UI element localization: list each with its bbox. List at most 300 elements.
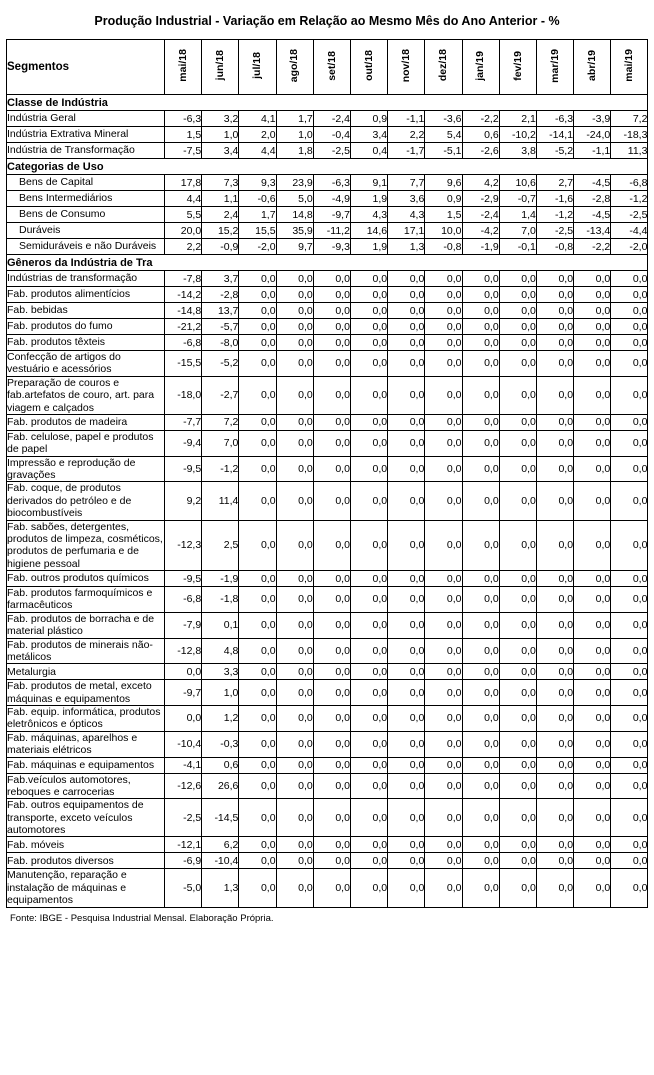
data-cell: -12,8 [165, 638, 202, 664]
data-cell: 0,0 [536, 351, 573, 377]
data-cell: 4,3 [350, 207, 387, 223]
data-cell: 0,0 [611, 303, 648, 319]
data-cell: 0,0 [239, 520, 276, 571]
data-cell: 0,0 [239, 799, 276, 837]
data-cell: -0,8 [536, 239, 573, 255]
row-label: Fab. produtos do fumo [7, 319, 165, 335]
source-note: Fonte: IBGE - Pesquisa Industrial Mensal. Elaboração Própria. [10, 912, 274, 924]
data-cell: -0,4 [313, 127, 350, 143]
table-row [7, 207, 648, 223]
data-cell: 0,0 [574, 430, 611, 456]
data-cell: 0,0 [499, 520, 536, 571]
data-cell: 0,0 [425, 680, 462, 706]
data-cell: 0,0 [313, 587, 350, 613]
data-cell: 0,0 [350, 638, 387, 664]
data-cell: 0,0 [574, 853, 611, 869]
data-cell: 0,0 [425, 853, 462, 869]
data-cell: 0,0 [350, 482, 387, 520]
section-row [7, 95, 648, 111]
data-cell: -6,8 [165, 335, 202, 351]
data-cell: 0,0 [462, 837, 499, 853]
table-row [7, 773, 648, 799]
table-row [7, 319, 648, 335]
data-cell: 0,0 [350, 335, 387, 351]
table-row [7, 143, 648, 159]
data-cell: 3,2 [202, 111, 239, 127]
data-cell: 2,4 [202, 207, 239, 223]
data-cell: 0,0 [388, 757, 425, 773]
data-cell: 0,0 [388, 430, 425, 456]
row-label: Semiduráveis e não Duráveis [7, 239, 165, 255]
data-cell: 0,0 [499, 757, 536, 773]
table-row [7, 757, 648, 773]
data-cell: -13,4 [574, 223, 611, 239]
data-cell: 0,0 [611, 430, 648, 456]
data-cell: -0,3 [202, 731, 239, 757]
row-label: Fab. produtos alimentícios [7, 287, 165, 303]
data-cell: 0,0 [462, 706, 499, 732]
column-header-month [388, 40, 425, 95]
data-cell: 0,0 [536, 287, 573, 303]
row-label: Preparação de couros e fab.artefatos de couro, art. para viagem e calçados [7, 376, 165, 414]
data-cell: -2,5 [611, 207, 648, 223]
data-cell: 1,9 [350, 191, 387, 207]
data-cell: 2,0 [239, 127, 276, 143]
data-cell: 0,0 [499, 799, 536, 837]
data-cell: 0,0 [499, 482, 536, 520]
row-label: Fab. outros produtos químicos [7, 571, 165, 587]
data-cell: 0,0 [462, 638, 499, 664]
data-cell: -12,3 [165, 520, 202, 571]
data-cell: 0,0 [276, 571, 313, 587]
data-cell: -18,0 [165, 376, 202, 414]
row-label: Manutenção, reparação e instalação de máquinas e equipamentos [7, 869, 165, 907]
row-label: Duráveis [7, 223, 165, 239]
data-cell: 0,0 [574, 351, 611, 377]
data-cell: -5,1 [425, 143, 462, 159]
row-label: Impressão e reprodução de gravações [7, 456, 165, 482]
data-cell: 3,7 [202, 271, 239, 287]
data-cell: 0,0 [499, 287, 536, 303]
table-row [7, 680, 648, 706]
data-cell: 0,0 [276, 706, 313, 732]
data-cell: -2,2 [574, 239, 611, 255]
data-cell: 0,0 [388, 664, 425, 680]
data-cell: 1,0 [276, 127, 313, 143]
row-label: Fab. produtos de borracha e de material plástico [7, 612, 165, 638]
data-cell: -3,6 [425, 111, 462, 127]
data-cell: 0,0 [388, 869, 425, 907]
data-cell: -0,6 [239, 191, 276, 207]
row-label: Confecção de artigos do vestuário e acessórios [7, 351, 165, 377]
data-cell: 0,0 [388, 414, 425, 430]
data-cell: 0,0 [239, 853, 276, 869]
data-cell: 5,4 [425, 127, 462, 143]
data-cell: 0,0 [350, 731, 387, 757]
data-cell: 0,0 [388, 351, 425, 377]
data-cell: 0,0 [350, 837, 387, 853]
data-cell: -14,5 [202, 799, 239, 837]
data-cell: 0,0 [239, 731, 276, 757]
data-cell: 0,0 [611, 612, 648, 638]
data-cell: -6,3 [313, 175, 350, 191]
data-cell: -21,2 [165, 319, 202, 335]
data-cell: -4,5 [574, 175, 611, 191]
data-cell: 0,1 [202, 612, 239, 638]
data-cell: 1,9 [350, 239, 387, 255]
data-cell: 1,3 [388, 239, 425, 255]
data-cell: 0,0 [611, 271, 648, 287]
data-cell: 0,0 [499, 319, 536, 335]
data-cell: 0,0 [536, 571, 573, 587]
data-cell: 0,6 [462, 127, 499, 143]
row-label: Fab. produtos de metal, exceto máquinas e equipamentos [7, 680, 165, 706]
data-cell: 0,0 [239, 303, 276, 319]
data-cell: 0,0 [574, 731, 611, 757]
data-cell: 0,0 [499, 430, 536, 456]
data-cell: 0,0 [536, 638, 573, 664]
data-cell: 0,0 [239, 680, 276, 706]
data-cell: 0,0 [499, 638, 536, 664]
data-cell: 0,0 [276, 799, 313, 837]
data-cell: 14,8 [276, 207, 313, 223]
data-cell: 15,5 [239, 223, 276, 239]
data-cell: 3,6 [388, 191, 425, 207]
data-cell: 0,0 [462, 376, 499, 414]
data-cell: 0,0 [574, 571, 611, 587]
data-cell: 0,0 [276, 869, 313, 907]
data-cell: 0,9 [350, 111, 387, 127]
data-cell: 0,0 [313, 319, 350, 335]
data-cell: 0,0 [425, 287, 462, 303]
data-cell: 0,0 [313, 414, 350, 430]
data-cell: 0,0 [313, 303, 350, 319]
data-cell: 0,0 [611, 869, 648, 907]
data-cell: 0,0 [611, 680, 648, 706]
data-cell: 0,0 [388, 773, 425, 799]
data-cell: 0,0 [276, 430, 313, 456]
data-cell: -2,4 [462, 207, 499, 223]
column-header-month [536, 40, 573, 95]
data-cell: 0,0 [350, 520, 387, 571]
row-label: Indústria de Transformação [7, 143, 165, 159]
data-cell: 0,0 [425, 837, 462, 853]
column-header-label: dez/18 [437, 49, 450, 82]
data-cell: -9,5 [165, 571, 202, 587]
data-cell: 0,0 [388, 571, 425, 587]
data-cell: -1,9 [462, 239, 499, 255]
table-row [7, 335, 648, 351]
column-header-month [350, 40, 387, 95]
data-cell: 0,0 [239, 456, 276, 482]
table-row [7, 853, 648, 869]
data-cell: 0,0 [611, 414, 648, 430]
data-cell: 9,2 [165, 482, 202, 520]
data-cell: 0,0 [239, 271, 276, 287]
data-cell: 0,0 [425, 638, 462, 664]
data-cell: 4,1 [239, 111, 276, 127]
row-label: Indústria Geral [7, 111, 165, 127]
data-cell: 0,0 [276, 376, 313, 414]
data-cell: 3,3 [202, 664, 239, 680]
data-cell: 0,0 [239, 335, 276, 351]
data-cell: 7,3 [202, 175, 239, 191]
data-cell: 0,0 [388, 376, 425, 414]
data-cell: 0,0 [276, 587, 313, 613]
data-cell: 0,0 [313, 706, 350, 732]
data-cell: 0,0 [499, 376, 536, 414]
data-cell: 0,0 [462, 853, 499, 869]
data-cell: -6,3 [165, 111, 202, 127]
data-cell: 0,0 [388, 706, 425, 732]
data-cell: 0,0 [462, 680, 499, 706]
data-cell: 0,0 [388, 680, 425, 706]
data-cell: -1,8 [202, 587, 239, 613]
data-cell: 0,0 [536, 414, 573, 430]
data-cell: 0,0 [536, 482, 573, 520]
data-cell: 0,0 [462, 414, 499, 430]
data-cell: 0,0 [462, 587, 499, 613]
data-cell: 1,8 [276, 143, 313, 159]
data-cell: 0,0 [574, 757, 611, 773]
data-cell: 7,7 [388, 175, 425, 191]
row-label: Fab. coque, de produtos derivados do petróleo e de biocombustíveis [7, 482, 165, 520]
data-cell: 2,2 [165, 239, 202, 255]
row-label: Bens de Capital [7, 175, 165, 191]
data-cell: -7,7 [165, 414, 202, 430]
data-cell: 0,0 [611, 319, 648, 335]
data-cell: -1,6 [536, 191, 573, 207]
section-title: Categorias de Uso [7, 159, 648, 175]
column-header-label: jan/19 [474, 50, 487, 81]
row-label: Fab. produtos diversos [7, 853, 165, 869]
data-cell: 0,0 [165, 664, 202, 680]
page-title: Produção Industrial - Variação em Relação ao Mesmo Mês do Ano Anterior - % [94, 14, 560, 28]
data-cell: -12,6 [165, 773, 202, 799]
table-row [7, 706, 648, 732]
table-row [7, 799, 648, 837]
data-cell: -6,8 [611, 175, 648, 191]
table-body [7, 95, 648, 908]
data-cell: 4,3 [388, 207, 425, 223]
data-cell: 0,9 [425, 191, 462, 207]
column-header-month [425, 40, 462, 95]
data-cell: -2,8 [574, 191, 611, 207]
data-cell: 0,0 [611, 757, 648, 773]
data-cell: -9,5 [165, 456, 202, 482]
column-header-month [239, 40, 276, 95]
data-cell: 0,0 [350, 853, 387, 869]
data-cell: 0,0 [276, 638, 313, 664]
data-cell: 1,1 [202, 191, 239, 207]
data-cell: 0,0 [276, 773, 313, 799]
data-cell: 0,0 [313, 680, 350, 706]
data-cell: -2,7 [202, 376, 239, 414]
data-cell: -7,8 [165, 271, 202, 287]
table-header [7, 40, 648, 95]
table-row [7, 376, 648, 414]
data-cell: 0,0 [350, 414, 387, 430]
data-cell: 0,0 [239, 773, 276, 799]
column-header-month [611, 40, 648, 95]
column-header-month [276, 40, 313, 95]
data-cell: 6,2 [202, 837, 239, 853]
data-cell: 0,0 [350, 571, 387, 587]
data-cell: 0,0 [425, 520, 462, 571]
row-label: Fab. produtos de madeira [7, 414, 165, 430]
data-cell: 17,1 [388, 223, 425, 239]
data-cell: 0,0 [611, 287, 648, 303]
data-cell: 0,0 [239, 482, 276, 520]
data-cell: 0,0 [276, 853, 313, 869]
data-cell: -2,0 [239, 239, 276, 255]
data-cell: 7,0 [499, 223, 536, 239]
data-cell: 0,0 [574, 287, 611, 303]
data-cell: 0,0 [574, 335, 611, 351]
data-cell: -2,4 [313, 111, 350, 127]
data-cell: 9,1 [350, 175, 387, 191]
data-cell: 0,0 [536, 303, 573, 319]
data-cell: 0,0 [462, 520, 499, 571]
data-cell: 0,0 [388, 799, 425, 837]
column-header-label: jul/18 [251, 52, 264, 79]
data-cell: 0,0 [536, 319, 573, 335]
data-cell: 0,0 [462, 571, 499, 587]
table-row [7, 869, 648, 907]
data-cell: 0,4 [350, 143, 387, 159]
data-cell: 0,0 [425, 335, 462, 351]
data-cell: 0,0 [536, 706, 573, 732]
data-cell: 20,0 [165, 223, 202, 239]
data-cell: 0,0 [499, 456, 536, 482]
data-cell: 0,0 [239, 664, 276, 680]
data-cell: 0,0 [239, 869, 276, 907]
data-cell: 0,0 [499, 303, 536, 319]
data-cell: 0,0 [388, 587, 425, 613]
table-row [7, 456, 648, 482]
data-cell: 0,0 [462, 351, 499, 377]
data-cell: 0,0 [462, 303, 499, 319]
data-cell: 10,0 [425, 223, 462, 239]
row-label: Fab. produtos de minerais não-metálicos [7, 638, 165, 664]
data-cell: 0,0 [536, 456, 573, 482]
data-cell: -10,4 [202, 853, 239, 869]
data-cell: -7,9 [165, 612, 202, 638]
data-cell: 0,0 [313, 482, 350, 520]
data-cell: 0,0 [574, 680, 611, 706]
data-cell: 0,0 [350, 799, 387, 837]
data-cell: 1,7 [276, 111, 313, 127]
data-cell: 0,0 [350, 587, 387, 613]
data-cell: 0,0 [611, 799, 648, 837]
data-cell: 0,0 [611, 731, 648, 757]
data-cell: 0,0 [388, 271, 425, 287]
data-cell: 0,0 [499, 706, 536, 732]
data-cell: 0,0 [536, 869, 573, 907]
row-label: Indústria Extrativa Mineral [7, 127, 165, 143]
data-cell: -8,0 [202, 335, 239, 351]
row-label: Fab. produtos farmoquímicos e farmacêuticos [7, 587, 165, 613]
data-cell: 9,7 [276, 239, 313, 255]
data-cell: 0,0 [239, 571, 276, 587]
data-cell: 0,0 [536, 731, 573, 757]
data-cell: 0,0 [574, 638, 611, 664]
data-cell: 0,0 [425, 799, 462, 837]
row-label: Fab. máquinas e equipamentos [7, 757, 165, 773]
data-cell: -7,5 [165, 143, 202, 159]
table-row [7, 303, 648, 319]
data-cell: 2,1 [499, 111, 536, 127]
data-cell: -1,2 [611, 191, 648, 207]
data-cell: 0,0 [276, 351, 313, 377]
data-cell: -11,2 [313, 223, 350, 239]
data-cell: 1,0 [202, 127, 239, 143]
data-cell: -24,0 [574, 127, 611, 143]
data-cell: 0,0 [462, 430, 499, 456]
data-cell: 5,0 [276, 191, 313, 207]
data-cell: 0,0 [462, 335, 499, 351]
data-cell: -1,7 [388, 143, 425, 159]
column-header-label: mai/19 [623, 49, 636, 82]
data-cell: 0,0 [239, 430, 276, 456]
data-cell: 0,0 [611, 638, 648, 664]
data-cell: -12,1 [165, 837, 202, 853]
data-cell: -1,9 [202, 571, 239, 587]
section-title: Gêneros da Indústria de Tra [7, 255, 648, 271]
column-header-month [499, 40, 536, 95]
data-cell: -2,2 [462, 111, 499, 127]
data-cell: 2,5 [202, 520, 239, 571]
data-cell: 14,6 [350, 223, 387, 239]
table-row [7, 175, 648, 191]
data-cell: 0,0 [388, 853, 425, 869]
data-cell: 0,0 [388, 612, 425, 638]
data-cell: 0,0 [425, 482, 462, 520]
data-cell: 0,0 [536, 430, 573, 456]
data-cell: -2,0 [611, 239, 648, 255]
data-cell: 0,0 [239, 837, 276, 853]
table-row [7, 271, 648, 287]
data-cell: 0,0 [350, 680, 387, 706]
data-cell: -10,4 [165, 731, 202, 757]
data-cell: -5,2 [536, 143, 573, 159]
data-cell: 0,0 [574, 456, 611, 482]
data-cell: 0,0 [276, 612, 313, 638]
data-cell: 4,4 [239, 143, 276, 159]
row-label: Bens de Consumo [7, 207, 165, 223]
data-cell: -1,2 [202, 456, 239, 482]
data-cell: 0,0 [350, 706, 387, 732]
data-cell: 0,0 [574, 271, 611, 287]
data-cell: 0,0 [276, 287, 313, 303]
data-cell: 5,5 [165, 207, 202, 223]
data-cell: 0,0 [574, 520, 611, 571]
data-cell: 1,0 [202, 680, 239, 706]
data-cell: 0,0 [462, 612, 499, 638]
data-cell: 0,0 [350, 351, 387, 377]
data-cell: -1,1 [574, 143, 611, 159]
data-cell: -9,7 [313, 207, 350, 223]
table-row [7, 414, 648, 430]
data-cell: 0,0 [611, 482, 648, 520]
data-cell: 0,0 [462, 664, 499, 680]
data-cell: 0,0 [388, 731, 425, 757]
data-cell: 0,0 [276, 319, 313, 335]
column-header-label: mar/19 [548, 48, 561, 83]
row-label: Metalurgia [7, 664, 165, 680]
table-row [7, 191, 648, 207]
data-cell: 0,0 [425, 571, 462, 587]
